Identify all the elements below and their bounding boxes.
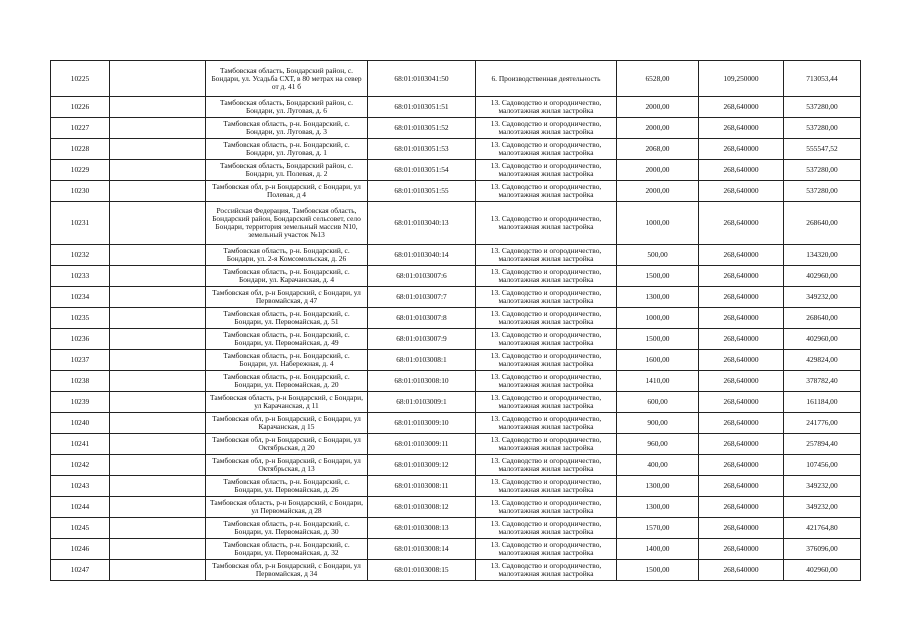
cell-cadastral-number: 68:01:0103008:13 <box>368 518 476 539</box>
cell-cadastral-value: 349232,00 <box>784 476 861 497</box>
cell-address: Тамбовская область, р-н. Бондарский, с. Бондари, ул. Карачанская, д. 4 <box>206 266 368 287</box>
cell-cadastral-value: 134320,00 <box>784 245 861 266</box>
cell-empty <box>110 392 206 413</box>
cell-cadastral-number: 68:01:0103007:8 <box>368 308 476 329</box>
cell-specific-value: 268,640000 <box>699 118 784 139</box>
cell-cadastral-value: 421764,80 <box>784 518 861 539</box>
cell-area: 1570,00 <box>617 518 699 539</box>
cell-address: Тамбовская область, Бондарский район, с. Бондари, ул. Усадьба СХТ, в 80 метрах на север от д. 41 б <box>206 61 368 97</box>
cell-cadastral-value: 537280,00 <box>784 181 861 202</box>
cell-cadastral-number: 68:01:0103051:52 <box>368 118 476 139</box>
cell-specific-value: 268,640000 <box>699 139 784 160</box>
cell-cadastral-value: 107456,00 <box>784 455 861 476</box>
cell-land-use-group: 13. Садоводство и огородничество, малоэтажная жилая застройка <box>476 371 617 392</box>
cell-address: Тамбовская обл, р-н Бондарский, с Бондари, ул Карачанская, д 15 <box>206 413 368 434</box>
cell-cadastral-value: 349232,00 <box>784 497 861 518</box>
cell-empty <box>110 560 206 581</box>
cell-specific-value: 268,640000 <box>699 560 784 581</box>
cell-land-use-group: 13. Садоводство и огородничество, малоэтажная жилая застройка <box>476 160 617 181</box>
cell-land-use-group: 6. Производственная деятельность <box>476 61 617 97</box>
cell-cadastral-number: 68:01:0103009:10 <box>368 413 476 434</box>
cell-specific-value: 268,640000 <box>699 518 784 539</box>
cell-area: 1500,00 <box>617 560 699 581</box>
cell-cadastral-value: 378782,40 <box>784 371 861 392</box>
cell-land-use-group: 13. Садоводство и огородничество, малоэтажная жилая застройка <box>476 518 617 539</box>
cell-empty <box>110 371 206 392</box>
cell-specific-value: 268,640000 <box>699 181 784 202</box>
cell-record-number: 10229 <box>51 160 110 181</box>
cell-record-number: 10238 <box>51 371 110 392</box>
table-row <box>51 539 861 560</box>
table-row <box>51 455 861 476</box>
cell-land-use-group: 13. Садоводство и огородничество, малоэтажная жилая застройка <box>476 181 617 202</box>
cell-cadastral-number: 68:01:0103008:11 <box>368 476 476 497</box>
cell-specific-value: 268,640000 <box>699 371 784 392</box>
cell-record-number: 10233 <box>51 266 110 287</box>
cell-record-number: 10226 <box>51 97 110 118</box>
cell-empty <box>110 308 206 329</box>
cell-cadastral-value: 268640,00 <box>784 308 861 329</box>
cell-record-number: 10236 <box>51 329 110 350</box>
cell-cadastral-number: 68:01:0103008:15 <box>368 560 476 581</box>
cell-cadastral-number: 68:01:0103009:12 <box>368 455 476 476</box>
cell-cadastral-number: 68:01:0103009:11 <box>368 434 476 455</box>
cell-empty <box>110 245 206 266</box>
cell-cadastral-number: 68:01:0103008:10 <box>368 371 476 392</box>
cell-empty <box>110 160 206 181</box>
cell-cadastral-number: 68:01:0103007:6 <box>368 266 476 287</box>
table-row <box>51 476 861 497</box>
cell-empty <box>110 329 206 350</box>
cell-empty <box>110 202 206 245</box>
cell-record-number: 10247 <box>51 560 110 581</box>
cell-address: Тамбовская обл, р-н Бондарский, с Бондари, ул Октябрьская, д 20 <box>206 434 368 455</box>
table-row <box>51 329 861 350</box>
cell-land-use-group: 13. Садоводство и огородничество, малоэтажная жилая застройка <box>476 287 617 308</box>
cell-area: 500,00 <box>617 245 699 266</box>
cell-specific-value: 268,640000 <box>699 266 784 287</box>
cell-specific-value: 268,640000 <box>699 308 784 329</box>
cell-specific-value: 268,640000 <box>699 245 784 266</box>
cell-empty <box>110 476 206 497</box>
cell-address: Тамбовская область, р-н. Бондарский, с. Бондари, ул. Первомайская, д. 32 <box>206 539 368 560</box>
cell-cadastral-value: 241776,00 <box>784 413 861 434</box>
table-row <box>51 266 861 287</box>
cell-address: Тамбовская область, р-н Бондарский, с Бондари, ул Первомайская, д 28 <box>206 497 368 518</box>
cell-cadastral-value: 402960,00 <box>784 329 861 350</box>
cell-specific-value: 268,640000 <box>699 392 784 413</box>
cell-address: Тамбовская область, р-н. Бондарский, с. Бондари, ул. Луговая, д. 3 <box>206 118 368 139</box>
cell-address: Тамбовская обл, р-н Бондарский, с Бондари, ул Первомайская, д 47 <box>206 287 368 308</box>
cell-cadastral-number: 68:01:0103008:1 <box>368 350 476 371</box>
cell-area: 2000,00 <box>617 97 699 118</box>
cell-area: 1300,00 <box>617 476 699 497</box>
cell-record-number: 10234 <box>51 287 110 308</box>
cell-area: 1410,00 <box>617 371 699 392</box>
table-row <box>51 139 861 160</box>
cell-empty <box>110 287 206 308</box>
cell-cadastral-value: 161184,00 <box>784 392 861 413</box>
table-row <box>51 413 861 434</box>
cell-address: Тамбовская обл, р-н Бондарский, с Бондари, ул Полевая, д 4 <box>206 181 368 202</box>
table-row <box>51 61 861 97</box>
cell-specific-value: 268,640000 <box>699 413 784 434</box>
cell-record-number: 10231 <box>51 202 110 245</box>
cell-empty <box>110 97 206 118</box>
cell-area: 1300,00 <box>617 287 699 308</box>
cell-empty <box>110 350 206 371</box>
cell-address: Тамбовская обл, р-н Бондарский, с Бондари, ул Первомайская, д 34 <box>206 560 368 581</box>
cell-land-use-group: 13. Садоводство и огородничество, малоэтажная жилая застройка <box>476 476 617 497</box>
cell-specific-value: 268,640000 <box>699 202 784 245</box>
cell-specific-value: 109,250000 <box>699 61 784 97</box>
table-row <box>51 245 861 266</box>
cell-area: 400,00 <box>617 455 699 476</box>
cell-area: 2000,00 <box>617 118 699 139</box>
cell-specific-value: 268,640000 <box>699 476 784 497</box>
cell-area: 1000,00 <box>617 202 699 245</box>
table-row <box>51 434 861 455</box>
cell-cadastral-number: 68:01:0103051:53 <box>368 139 476 160</box>
cell-record-number: 10242 <box>51 455 110 476</box>
cell-record-number: 10243 <box>51 476 110 497</box>
cell-address: Тамбовская область, Бондарский район, с. Бондари, ул. Луговая, д. 6 <box>206 97 368 118</box>
cell-land-use-group: 13. Садоводство и огородничество, малоэтажная жилая застройка <box>476 245 617 266</box>
cell-record-number: 10228 <box>51 139 110 160</box>
cell-specific-value: 268,640000 <box>699 97 784 118</box>
cadastral-value-table <box>50 60 861 581</box>
cell-specific-value: 268,640000 <box>699 539 784 560</box>
cell-address: Тамбовская область, р-н. Бондарский, с. Бондари, ул. Первомайская, д. 49 <box>206 329 368 350</box>
cell-specific-value: 268,640000 <box>699 329 784 350</box>
cell-record-number: 10227 <box>51 118 110 139</box>
cell-empty <box>110 181 206 202</box>
cell-land-use-group: 13. Садоводство и огородничество, малоэтажная жилая застройка <box>476 560 617 581</box>
cell-cadastral-value: 268640,00 <box>784 202 861 245</box>
cell-cadastral-value: 402960,00 <box>784 266 861 287</box>
cell-specific-value: 268,640000 <box>699 350 784 371</box>
cell-empty <box>110 518 206 539</box>
cell-cadastral-number: 68:01:0103009:1 <box>368 392 476 413</box>
cell-cadastral-number: 68:01:0103040:14 <box>368 245 476 266</box>
cell-cadastral-value: 349232,00 <box>784 287 861 308</box>
cell-cadastral-number: 68:01:0103008:12 <box>368 497 476 518</box>
cell-area: 1400,00 <box>617 539 699 560</box>
cell-address: Тамбовская область, р-н. Бондарский, с. Бондари, ул. Первомайская, д. 30 <box>206 518 368 539</box>
cell-cadastral-value: 429824,00 <box>784 350 861 371</box>
cell-cadastral-number: 68:01:0103007:7 <box>368 287 476 308</box>
cell-record-number: 10244 <box>51 497 110 518</box>
cell-land-use-group: 13. Садоводство и огородничество, малоэтажная жилая застройка <box>476 413 617 434</box>
cell-area: 1500,00 <box>617 266 699 287</box>
cell-empty <box>110 539 206 560</box>
cell-record-number: 10240 <box>51 413 110 434</box>
cell-record-number: 10246 <box>51 539 110 560</box>
cell-land-use-group: 13. Садоводство и огородничество, малоэтажная жилая застройка <box>476 539 617 560</box>
cell-specific-value: 268,640000 <box>699 160 784 181</box>
cell-land-use-group: 13. Садоводство и огородничество, малоэтажная жилая застройка <box>476 202 617 245</box>
table-row <box>51 518 861 539</box>
cell-empty <box>110 455 206 476</box>
table-row <box>51 560 861 581</box>
cell-area: 1600,00 <box>617 350 699 371</box>
cell-address: Тамбовская область, р-н. Бондарский, с. Бондари, ул. Набережная, д. 4 <box>206 350 368 371</box>
cell-address: Тамбовская обл, р-н Бондарский, с Бондари, ул Октябрьская, д 13 <box>206 455 368 476</box>
cell-cadastral-value: 555547,52 <box>784 139 861 160</box>
cell-record-number: 10235 <box>51 308 110 329</box>
cell-land-use-group: 13. Садоводство и огородничество, малоэтажная жилая застройка <box>476 266 617 287</box>
cell-empty <box>110 434 206 455</box>
table-row <box>51 181 861 202</box>
cell-address: Тамбовская область, р-н. Бондарский, с. Бондари, ул. 2-я Комсомольская, д. 26 <box>206 245 368 266</box>
cell-empty <box>110 61 206 97</box>
cell-cadastral-value: 376096,00 <box>784 539 861 560</box>
cell-area: 6528,00 <box>617 61 699 97</box>
cell-cadastral-number: 68:01:0103008:14 <box>368 539 476 560</box>
cell-area: 900,00 <box>617 413 699 434</box>
cell-cadastral-number: 68:01:0103051:51 <box>368 97 476 118</box>
cell-cadastral-value: 537280,00 <box>784 97 861 118</box>
cell-empty <box>110 413 206 434</box>
cell-area: 2000,00 <box>617 181 699 202</box>
cell-record-number: 10230 <box>51 181 110 202</box>
cell-land-use-group: 13. Садоводство и огородничество, малоэтажная жилая застройка <box>476 392 617 413</box>
table-row <box>51 97 861 118</box>
cell-address: Тамбовская область, р-н. Бондарский, с. Бондари, ул. Луговая, д. 1 <box>206 139 368 160</box>
cell-address: Тамбовская область, р-н. Бондарский, с. Бондари, ул. Первомайская, д. 26 <box>206 476 368 497</box>
cell-record-number: 10225 <box>51 61 110 97</box>
cell-cadastral-value: 257894,40 <box>784 434 861 455</box>
cell-empty <box>110 139 206 160</box>
cell-specific-value: 268,640000 <box>699 455 784 476</box>
cell-area: 2068,00 <box>617 139 699 160</box>
cell-area: 1300,00 <box>617 497 699 518</box>
table-body <box>51 61 861 581</box>
table-row <box>51 308 861 329</box>
cell-address: Тамбовская область, р-н Бондарский, с Бондари, ул Карачанская, д 11 <box>206 392 368 413</box>
cell-land-use-group: 13. Садоводство и огородничество, малоэтажная жилая застройка <box>476 350 617 371</box>
cell-area: 1000,00 <box>617 308 699 329</box>
cell-specific-value: 268,640000 <box>699 434 784 455</box>
cell-address: Российская Федерация, Тамбовская область, Бондарский район, Бондарский сельсовет, село Бондари, территория земельный массив N10, земельный участок №13 <box>206 202 368 245</box>
cell-area: 1500,00 <box>617 329 699 350</box>
cell-specific-value: 268,640000 <box>699 287 784 308</box>
cell-record-number: 10245 <box>51 518 110 539</box>
cell-land-use-group: 13. Садоводство и огородничество, малоэтажная жилая застройка <box>476 434 617 455</box>
cell-address: Тамбовская область, р-н. Бондарский, с. Бондари, ул. Первомайская, д. 51 <box>206 308 368 329</box>
cell-cadastral-value: 537280,00 <box>784 118 861 139</box>
cell-cadastral-value: 537280,00 <box>784 160 861 181</box>
table-row <box>51 497 861 518</box>
cell-area: 600,00 <box>617 392 699 413</box>
cell-cadastral-value: 713053,44 <box>784 61 861 97</box>
table-row <box>51 350 861 371</box>
cell-land-use-group: 13. Садоводство и огородничество, малоэтажная жилая застройка <box>476 455 617 476</box>
cell-record-number: 10232 <box>51 245 110 266</box>
cell-empty <box>110 497 206 518</box>
cell-area: 2000,00 <box>617 160 699 181</box>
cell-land-use-group: 13. Садоводство и огородничество, малоэтажная жилая застройка <box>476 308 617 329</box>
cell-land-use-group: 13. Садоводство и огородничество, малоэтажная жилая застройка <box>476 97 617 118</box>
cell-cadastral-number: 68:01:0103040:13 <box>368 202 476 245</box>
table-row <box>51 371 861 392</box>
cell-land-use-group: 13. Садоводство и огородничество, малоэтажная жилая застройка <box>476 329 617 350</box>
cell-address: Тамбовская область, р-н. Бондарский, с. Бондари, ул. Первомайская, д. 20 <box>206 371 368 392</box>
cell-empty <box>110 118 206 139</box>
table-row <box>51 118 861 139</box>
table-row <box>51 392 861 413</box>
cell-area: 960,00 <box>617 434 699 455</box>
table-row <box>51 287 861 308</box>
cell-address: Тамбовская область, Бондарский район, с. Бондари, ул. Полевая, д. 2 <box>206 160 368 181</box>
cell-record-number: 10241 <box>51 434 110 455</box>
cell-empty <box>110 266 206 287</box>
cell-land-use-group: 13. Садоводство и огородничество, малоэтажная жилая застройка <box>476 118 617 139</box>
cell-record-number: 10237 <box>51 350 110 371</box>
cell-cadastral-value: 402960,00 <box>784 560 861 581</box>
cell-land-use-group: 13. Садоводство и огородничество, малоэтажная жилая застройка <box>476 497 617 518</box>
cell-cadastral-number: 68:01:0103051:54 <box>368 160 476 181</box>
table-row <box>51 202 861 245</box>
cell-land-use-group: 13. Садоводство и огородничество, малоэтажная жилая застройка <box>476 139 617 160</box>
cell-cadastral-number: 68:01:0103041:50 <box>368 61 476 97</box>
cell-specific-value: 268,640000 <box>699 497 784 518</box>
table-row <box>51 160 861 181</box>
cell-cadastral-number: 68:01:0103051:55 <box>368 181 476 202</box>
cell-cadastral-number: 68:01:0103007:9 <box>368 329 476 350</box>
cell-record-number: 10239 <box>51 392 110 413</box>
